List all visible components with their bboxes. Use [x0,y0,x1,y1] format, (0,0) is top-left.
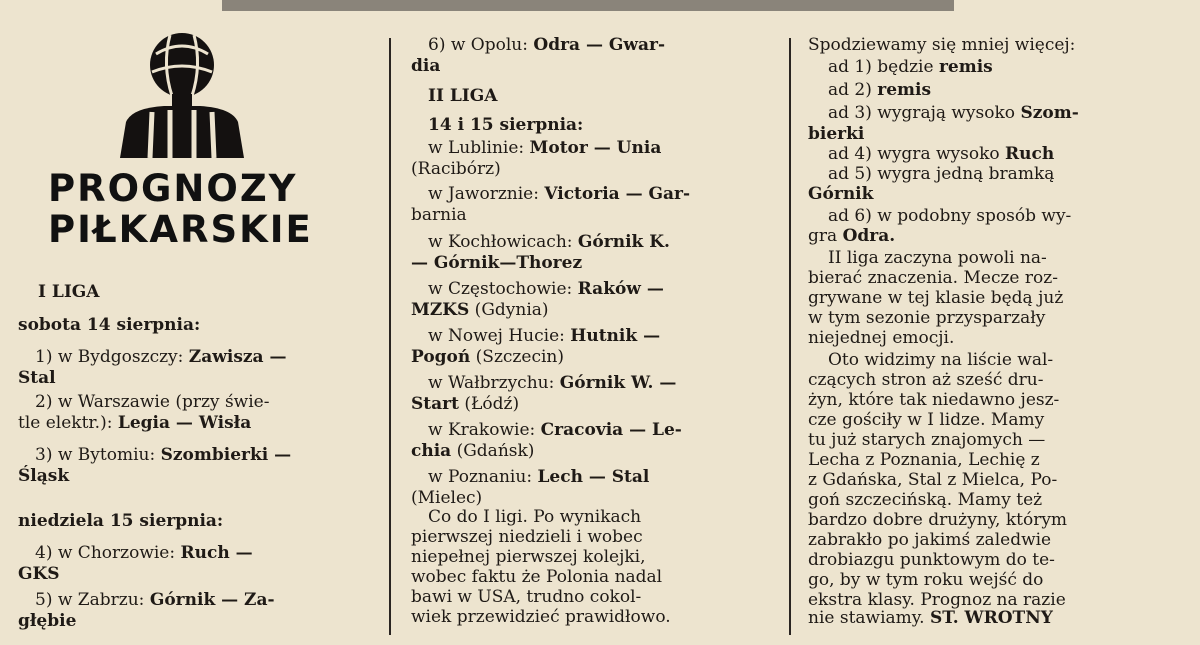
paragraph-line: w tym sezonie przysparzały [808,308,1046,328]
fixture-line: — Górnik—Thorez [411,253,583,273]
fixture-line: (Mielec) [411,488,483,508]
prediction-line: ad 1) będzie remis [828,57,993,77]
fixture-line: 1) w Bydgoszczy: Zawisza — [35,347,287,367]
date-sunday: niedziela 15 sierpnia: [18,511,224,531]
fixture-line: MZKS (Gdynia) [411,300,549,320]
fixture-line: głębie [18,611,77,631]
fixture-line: w Częstochowie: Raków — [428,279,664,299]
paragraph-line: go, by w tym roku wejść do [808,570,1044,590]
paragraph-line: tu już starych znajomych — [808,430,1046,450]
prediction-line: Górnik [808,184,874,204]
paragraph-line: drobiazgu punktowym do te- [808,550,1055,570]
prediction-line: ad 4) wygra wysoko Ruch [828,144,1055,164]
fixture-line: Stal [18,368,56,388]
paragraph-line: niepełnej pierwszej kolejki, [411,547,646,567]
paragraph-line: zabrakło po jakimś zaledwie [808,530,1052,550]
fixture-line: 3) w Bytomiu: Szombierki — [35,445,292,465]
title-line-1: PROGNOZY [48,167,298,210]
paragraph-line: z Gdańska, Stal z Mielca, Po- [808,470,1058,490]
paragraph-line: grywane w tej klasie będą już [808,288,1064,308]
paragraph-line: Lecha z Poznania, Lechię z [808,450,1040,470]
prediction-line: bierki [808,124,865,144]
paragraph-line: ekstra klasy. Prognoz na razie [808,590,1066,610]
paragraph-line: bierać znaczenia. Mecze roz- [808,268,1058,288]
paragraph-line: bardzo dobre drużyny, którym [808,510,1068,530]
prediction-line: gra Odra. [808,226,896,246]
fixture-line: w Kochłowicach: Górnik K. [428,232,670,252]
liga-heading: II LIGA [428,86,498,106]
prediction-line: ad 3) wygrają wysoko Szom- [828,103,1079,123]
paragraph-line: Co do I ligi. Po wynikach [428,507,642,527]
fixture-line: w Nowej Hucie: Hutnik — [428,326,661,346]
paragraph-line: cze gościły w I lidze. Mamy [808,410,1045,430]
paragraph-line: II liga zaczyna powoli na- [828,248,1047,268]
date-saturday: sobota 14 sierpnia: [18,315,201,335]
paragraph-line: Oto widzimy na liście wal- [828,350,1054,370]
prediction-line: ad 2) remis [828,80,932,100]
author-signature: ST. WROTNY [929,608,1053,628]
top-rule [222,0,954,11]
fixture-line: barnia [411,205,467,225]
fixture-line: Start (Łódź) [411,394,520,414]
fixture-line: tle elektr.): Legia — Wisła [18,413,252,433]
title-line-2: PIŁKARSKIE [48,208,313,251]
column-rule-1 [389,38,391,635]
prediction-line: ad 5) wygra jedną bramką [828,164,1055,184]
column-rule-2 [789,38,791,635]
fixture-line: w Jaworznie: Victoria — Gar- [428,184,691,204]
footballer-icon [112,20,252,160]
paragraph-line: bawi w USA, trudno cokol- [411,587,642,607]
paragraph-line: wobec faktu że Polonia nadal [411,567,663,587]
liga-heading: I LIGA [38,282,100,302]
paragraph-line: nie stawiamy. ST. WROTNY [808,608,1053,628]
prediction-line: ad 6) w podobny sposób wy- [828,206,1072,226]
fixture-line: w Wałbrzychu: Górnik W. — [428,373,677,393]
paragraph-line: niejednej emocji. [808,328,955,348]
fixture-line: GKS [18,564,60,584]
fixture-line: w Lublinie: Motor — Unia [428,138,662,158]
fixture-line: chia (Gdańsk) [411,441,535,461]
fixture-line: Śląsk [18,466,70,486]
fixture-line: 4) w Chorzowie: Ruch — [35,543,253,563]
page-title [48,168,313,250]
fixture-line: 2) w Warszawie (przy świe- [35,392,270,412]
paragraph-line: żyn, które tak niedawno jesz- [808,390,1060,410]
fixture-line: w Poznaniu: Lech — Stal [428,467,650,487]
paragraph-line: Spodziewamy się mniej więcej: [808,35,1076,55]
fixture-line: 5) w Zabrzu: Górnik — Za- [35,590,275,610]
paragraph-line: czących stron aż sześć dru- [808,370,1044,390]
fixture-line: w Krakowie: Cracovia — Le- [428,420,682,440]
fixture-line: Pogoń (Szczecin) [411,347,564,367]
fixture-line: 6) w Opolu: Odra — Gwar- [428,35,666,55]
fixture-line: dia [411,56,441,76]
paragraph-line: wiek przewidzieć prawidłowo. [411,607,671,627]
paragraph-line: goń szczecińską. Mamy też [808,490,1043,510]
fixture-line: (Racibórz) [411,159,501,179]
paragraph-line: pierwszej niedzieli i wobec [411,527,643,547]
date-weekend: 14 i 15 sierpnia: [428,115,584,135]
